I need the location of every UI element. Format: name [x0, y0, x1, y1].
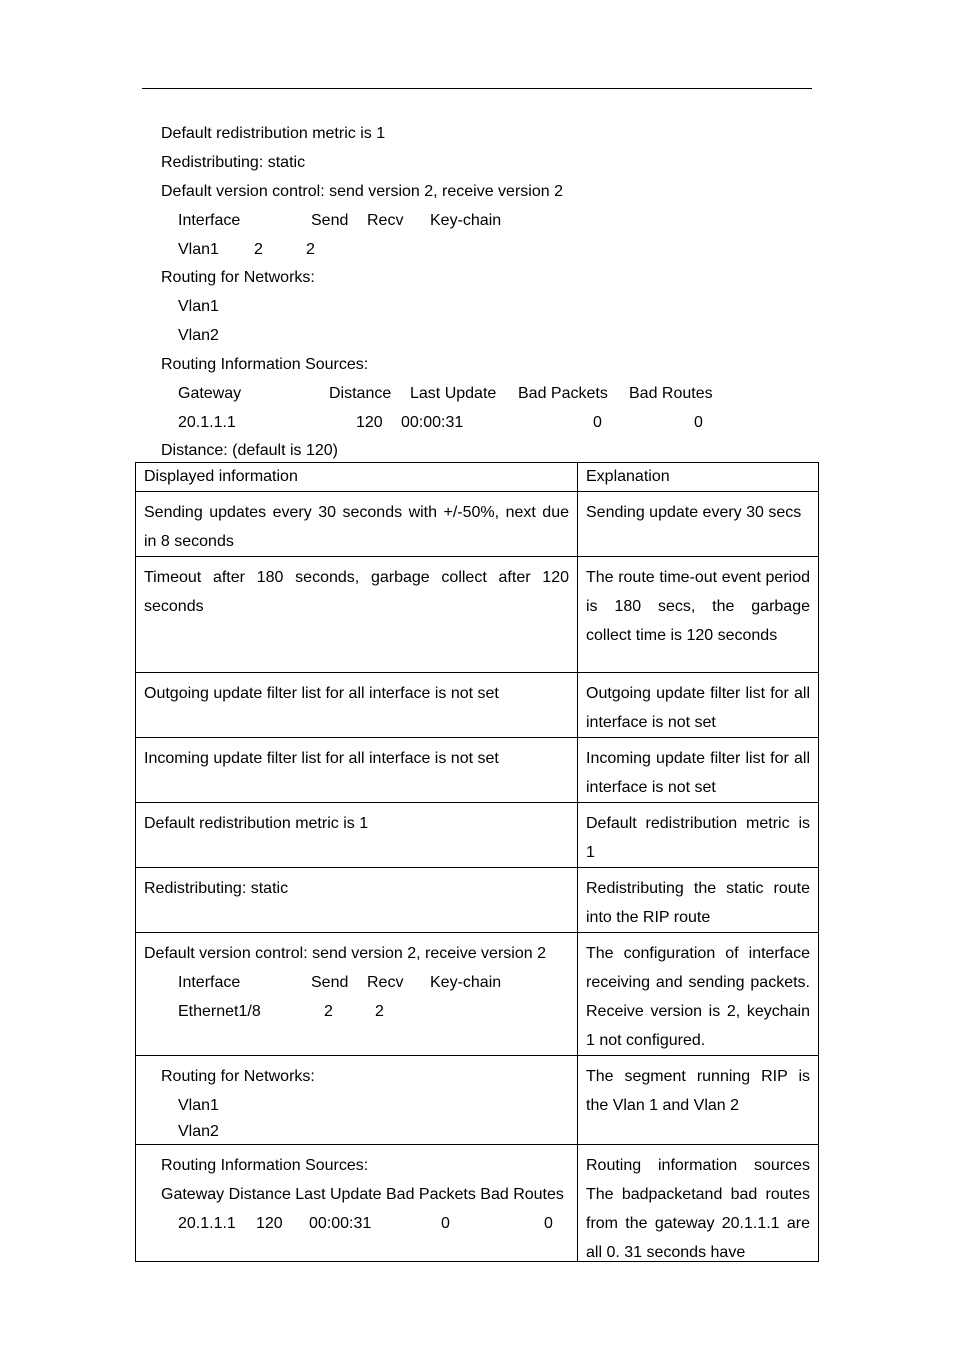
src-header-bad-packets: Bad Packets	[518, 385, 608, 402]
row-explanation: The route time-out event period is 180 secs, the garbage collect time is 120 seconds	[578, 557, 819, 673]
cell-sources-title: Routing Information Sources:	[161, 1157, 369, 1174]
cell-src-distance: 120	[256, 1215, 283, 1232]
table-row	[136, 933, 819, 1056]
src-row-last-update: 00:00:31	[401, 414, 464, 431]
output-line-redistributing: Redistributing: static	[161, 154, 306, 171]
output-line-metric: Default redistribution metric is 1	[161, 125, 386, 142]
src-header-distance: Distance	[329, 385, 392, 402]
row-info: Default redistribution metric is 1	[136, 803, 578, 868]
eth-header-recv: Recv	[367, 974, 404, 991]
cell-network-item: Vlan2	[178, 1123, 219, 1140]
cell-src-gateway: 20.1.1.1	[178, 1215, 236, 1232]
table-row	[136, 738, 819, 803]
src-row-distance: 120	[356, 414, 383, 431]
table-row	[136, 673, 819, 738]
row-info-networks	[136, 1056, 578, 1145]
row-explanation: Incoming update filter list for all interface is not set	[578, 738, 819, 803]
cell-networks-title: Routing for Networks:	[161, 1068, 315, 1085]
network-item: Vlan1	[178, 298, 219, 315]
row-explanation: Sending update every 30 secs	[578, 492, 819, 557]
row-info: Sending updates every 30 seconds with +/-50%, next due in 8 seconds	[136, 492, 578, 557]
row-explanation: The configuration of interface receiving and sending packets. Receive version is 2, keychain 1 not configured.	[578, 933, 819, 1056]
ver-row-send: 2	[254, 241, 263, 258]
cell-src-bad-packets: 0	[441, 1215, 450, 1232]
table-row	[136, 803, 819, 868]
eth-header-keychain: Key-chain	[430, 974, 502, 991]
output-line-version-control: Default version control: send version 2, receive version 2	[161, 183, 563, 200]
rip-info-table	[135, 462, 819, 1262]
table-row	[136, 557, 819, 673]
ver-row-interface: Vlan1	[178, 241, 219, 258]
src-row-bad-packets: 0	[593, 414, 602, 431]
eth-header-send: Send	[311, 974, 349, 991]
row-explanation: Outgoing update filter list for all interface is not set	[578, 673, 819, 738]
cell-src-bad-routes: 0	[544, 1215, 553, 1232]
table-row	[136, 1056, 819, 1145]
eth-row-send: 2	[324, 1003, 333, 1020]
row-info: Redistributing: static	[136, 868, 578, 933]
network-item: Vlan2	[178, 327, 219, 344]
cell-network-item: Vlan1	[178, 1097, 219, 1114]
eth-header-interface: Interface	[178, 974, 241, 991]
table-row	[136, 492, 819, 557]
row-explanation: Default redistribution metric is 1	[578, 803, 819, 868]
table-header-row	[136, 463, 819, 492]
ver-header-keychain: Key-chain	[430, 212, 502, 229]
sources-title: Routing Information Sources:	[161, 356, 369, 373]
table-row	[136, 868, 819, 933]
distance-line: Distance: (default is 120)	[161, 442, 338, 459]
cell-sources-header: Gateway Distance Last Update Bad Packets Bad Routes	[161, 1186, 564, 1203]
row-explanation: Redistributing the static route into the RIP route	[578, 868, 819, 933]
header-explanation: Explanation	[578, 463, 819, 492]
networks-title: Routing for Networks:	[161, 269, 315, 286]
row-info: Incoming update filter list for all interface is not set	[136, 738, 578, 803]
cell-src-last-update: 00:00:31	[309, 1215, 372, 1232]
table-row	[136, 1145, 819, 1262]
src-header-gateway: Gateway	[178, 385, 242, 402]
src-header-bad-routes: Bad Routes	[629, 385, 713, 402]
eth-row-interface: Ethernet1/8	[178, 1003, 261, 1020]
row-info: Outgoing update filter list for all interface is not set	[136, 673, 578, 738]
src-row-bad-routes: 0	[694, 414, 703, 431]
row-explanation	[578, 1145, 819, 1262]
row-explanation-text: Routing information sources The badpacketand bad routes from the gateway 20.1.1.1 are all 0. 31 seconds have	[586, 1157, 810, 1261]
ver-header-recv: Recv	[367, 212, 404, 229]
header-displayed-information: Displayed information	[136, 463, 578, 492]
row-info: Timeout after 180 seconds, garbage collect after 120 seconds	[136, 557, 578, 673]
row-explanation: The segment running RIP is the Vlan 1 and Vlan 2	[578, 1056, 819, 1145]
header-rule	[142, 88, 812, 89]
src-header-last-update: Last Update	[410, 385, 497, 402]
ver-header-interface: Interface	[178, 212, 241, 229]
row-info-version	[136, 933, 578, 1056]
version-control-line: Default version control: send version 2, receive version 2	[144, 945, 546, 962]
ver-row-recv: 2	[306, 241, 315, 258]
eth-row-recv: 2	[375, 1003, 384, 1020]
row-info-sources	[136, 1145, 578, 1262]
src-row-gateway: 20.1.1.1	[178, 414, 236, 431]
ver-header-send: Send	[311, 212, 349, 229]
